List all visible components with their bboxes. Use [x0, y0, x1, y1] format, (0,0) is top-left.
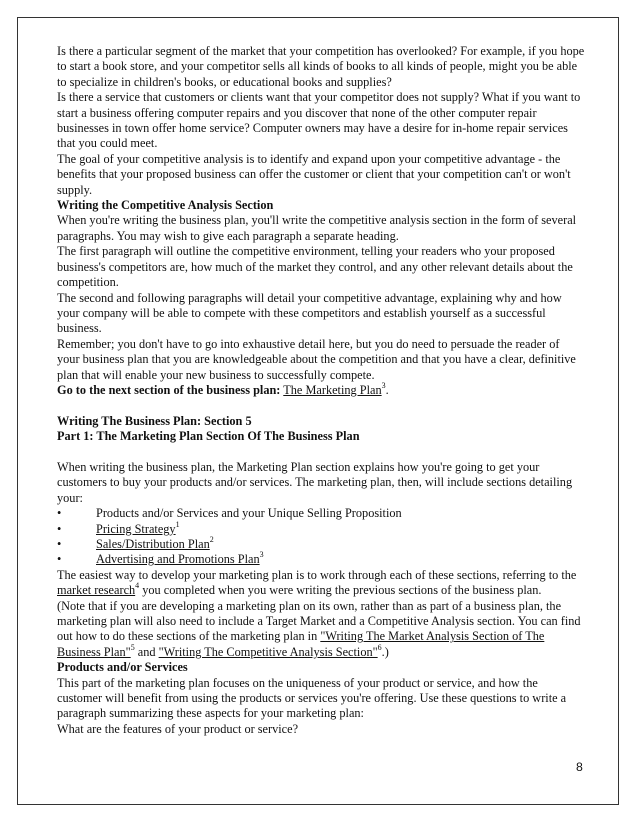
- list-item: [57, 534, 585, 552]
- sales-distribution-link[interactable]: Sales/Distribution Plan: [96, 536, 210, 551]
- paragraph: This part of the marketing plan focuses on the uniqueness of your product or service, and how the customer will benefit from using the products or services you're offering. Use these questions to write a paragraph summarizing these aspects for your marketing plan:: [57, 675, 567, 721]
- bullet-icon: •: [57, 506, 62, 521]
- footnote-ref: 4: [135, 581, 140, 591]
- section-heading-products: Products and/or Services: [57, 660, 188, 675]
- text-run: and: [137, 644, 156, 659]
- page-number: 8: [576, 760, 583, 774]
- list-item-text: Products and/or Services and your Unique Selling Proposition: [96, 506, 402, 521]
- bullet-icon: •: [57, 521, 62, 536]
- marketing-plan-link[interactable]: The Marketing Plan: [283, 382, 382, 397]
- text-run: The easiest way to develop your marketing plan is to work through each of these sections, referring to the: [57, 567, 577, 582]
- section-title: Writing The Business Plan: Section 5: [57, 413, 252, 428]
- document-body: [57, 44, 585, 737]
- paragraph: The first paragraph will outline the competitive environment, telling your readers who your proposed business's competitors are, how much of the market they control, and any other relevant details about the competition.: [57, 244, 573, 290]
- spacer: [57, 445, 585, 460]
- pricing-strategy-link[interactable]: Pricing Strategy: [96, 521, 176, 536]
- footnote-ref: 3: [259, 550, 264, 560]
- section-heading-writing: Writing the Competitive Analysis Section: [57, 198, 274, 213]
- part-title: Part 1: The Marketing Plan Section Of The Business Plan: [57, 429, 360, 444]
- list-item: [57, 506, 585, 521]
- bullet-icon: •: [57, 552, 62, 567]
- paragraph: Remember; you don't have to go into exhaustive detail here, but you do need to persuade the reader of your business plan that you are knowledgeable about the competition and that you have a clear, definitive plan that will enable your new business to successfully compete.: [57, 336, 576, 382]
- paragraph: When writing the business plan, the Marketing Plan section explains how you're going to get your customers to buy your products and/or services. The marketing plan, then, will include sections detailing your:: [57, 459, 573, 505]
- paragraph: Is there a particular segment of the market that your competition has overlooked? For example, if you hope to start a book store, and your competitor sells all kinds of books to all kinds of people, might you be able to specialize in children's books, or educational books and supplies?: [57, 44, 585, 89]
- next-section-prefix: Go to the next section of the business plan:: [57, 382, 281, 397]
- spacer: [57, 398, 585, 413]
- list-item: [57, 519, 585, 537]
- punctuation: .): [381, 644, 389, 659]
- footnote-ref: 1: [175, 519, 180, 529]
- footnote-ref: 3: [381, 380, 386, 390]
- bullet-list: [57, 506, 585, 568]
- footnote-ref: 6: [377, 642, 382, 652]
- text-run: you completed when you were writing the previous sections of the business plan.: [142, 583, 542, 598]
- competitive-analysis-link[interactable]: "Writing The Competitive Analysis Section": [158, 644, 378, 659]
- next-section-line: [57, 380, 585, 398]
- advertising-promotions-link[interactable]: Advertising and Promotions Plan: [96, 552, 260, 567]
- footnote-ref: 2: [209, 534, 214, 544]
- paragraph: The second and following paragraphs will detail your competitive advantage, explaining why and how your company will be able to compete with these competitors and establish yourself as a successful business.: [57, 290, 562, 336]
- market-analysis-link[interactable]: "Writing The Market Analysis Section of The Business Plan": [57, 629, 545, 659]
- paragraph: [57, 599, 585, 661]
- footnote-ref: 5: [130, 642, 135, 652]
- market-research-link[interactable]: market research: [57, 583, 136, 598]
- punctuation: .: [385, 382, 389, 397]
- text-run: (Note that if you are developing a marketing plan on its own, rather than as part of a business plan, the marketing plan will also need to include a Target Market and a Competitive Analysis section. You can find out how to do these sections of the marketing plan in: [57, 598, 581, 644]
- paragraph: What are the features of your product or service?: [57, 721, 299, 736]
- bullet-icon: •: [57, 536, 62, 551]
- list-item: [57, 552, 585, 567]
- paragraph: Is there a service that customers or clients want that your competitor does not supply? What if you want to start a business offering computer repairs and you discover that none of the other computer repair businesses in town offer home service? Computer owners may have a desire for in-home repair services that you could meet.: [57, 90, 581, 151]
- paragraph: [57, 568, 585, 599]
- paragraph: When you're writing the business plan, you'll write the competitive analysis section in the form of several paragraphs. You may wish to give each paragraph a separate heading.: [57, 213, 577, 243]
- paragraph: The goal of your competitive analysis is to identify and expand upon your competitive advantage - the benefits that your proposed business can offer the customer or client that your competition can't or won't supply.: [57, 151, 571, 197]
